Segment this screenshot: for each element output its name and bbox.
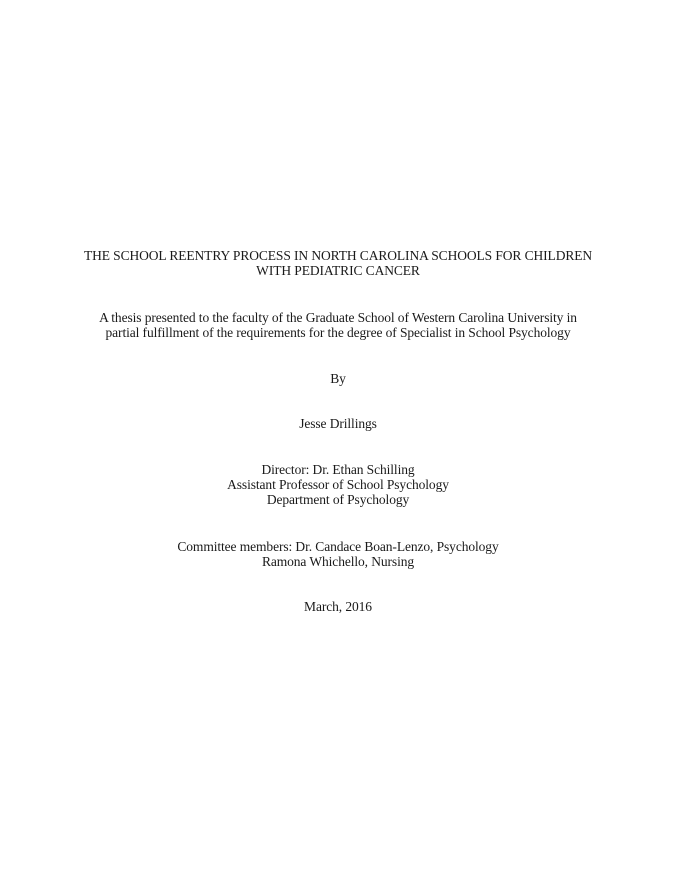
director-name: Director: Dr. Ethan Schilling [261,462,415,477]
thesis-title-line-2: WITH PEDIATRIC CANCER [256,263,420,278]
committee-members-line-2: Ramona Whichello, Nursing [261,554,415,569]
submission-date: March, 2016 [304,599,372,614]
committee-members-line-1: Committee members: Dr. Candace Boan-Lenzo, Psychology [177,539,499,554]
director-title: Assistant Professor of School Psychology [227,477,449,492]
thesis-title-line-1: THE SCHOOL REENTRY PROCESS IN NORTH CAROLINA SCHOOLS FOR CHILDREN [83,248,593,263]
purpose-statement-line-2: partial fulfillment of the requirements for the degree of Specialist in School Psychology [105,325,571,340]
by-label: By [330,371,346,386]
purpose-statement-line-1: A thesis presented to the faculty of the Graduate School of Western Carolina University in [99,310,577,325]
author-name: Jesse Drillings [299,416,377,431]
director-department: Department of Psychology [266,492,410,507]
